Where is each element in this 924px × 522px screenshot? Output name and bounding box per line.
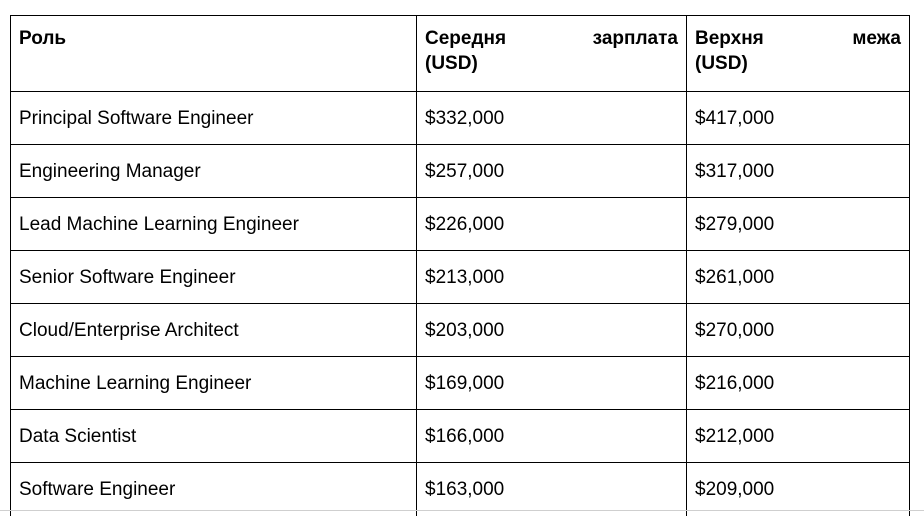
- cell-role: Lead Machine Learning Engineer: [11, 198, 417, 251]
- header-upper-word-1: Верхня: [695, 28, 764, 49]
- cell-upper-limit: $209,000: [687, 463, 910, 516]
- cell-upper-limit: $317,000: [687, 145, 910, 198]
- cell-average-salary: $257,000: [417, 145, 687, 198]
- cell-average-salary: $169,000: [417, 357, 687, 410]
- table-row: [11, 304, 910, 357]
- cell-role: Engineering Manager: [11, 145, 417, 198]
- table-row: [11, 92, 910, 145]
- header-role-label: Роль: [19, 28, 67, 49]
- cell-upper-limit: $417,000: [687, 92, 910, 145]
- header-upper-word-3: (USD): [695, 53, 748, 74]
- header-average-word-3: (USD): [425, 53, 478, 74]
- salary-table: [10, 15, 910, 516]
- header-average-word-2: зарплата: [592, 28, 678, 49]
- header-average-word-1: Середня: [425, 28, 507, 49]
- cell-average-salary: $203,000: [417, 304, 687, 357]
- cell-role: Cloud/Enterprise Architect: [11, 304, 417, 357]
- cell-average-salary: $332,000: [417, 92, 687, 145]
- cell-average-salary: $226,000: [417, 198, 687, 251]
- table-header-row: [11, 16, 910, 92]
- header-role: [11, 16, 417, 92]
- cell-role: Senior Software Engineer: [11, 251, 417, 304]
- table-row: [11, 251, 910, 304]
- header-upper-limit: [687, 16, 910, 92]
- cell-role: Data Scientist: [11, 410, 417, 463]
- cell-upper-limit: $279,000: [687, 198, 910, 251]
- header-average-salary: [417, 16, 687, 92]
- cell-average-salary: $213,000: [417, 251, 687, 304]
- cell-average-salary: $163,000: [417, 463, 687, 516]
- header-upper-word-2: межа: [852, 28, 901, 49]
- cell-upper-limit: $261,000: [687, 251, 910, 304]
- table-row: [11, 410, 910, 463]
- cell-upper-limit: $270,000: [687, 304, 910, 357]
- cell-upper-limit: $212,000: [687, 410, 910, 463]
- cell-role: Principal Software Engineer: [11, 92, 417, 145]
- table-row: [11, 357, 910, 410]
- table-row: [11, 198, 910, 251]
- cell-role: Software Engineer: [11, 463, 417, 516]
- cell-average-salary: $166,000: [417, 410, 687, 463]
- table-row: [11, 145, 910, 198]
- cell-upper-limit: $216,000: [687, 357, 910, 410]
- table-row: [11, 463, 910, 516]
- page-bottom-divider: [0, 510, 924, 511]
- cell-role: Machine Learning Engineer: [11, 357, 417, 410]
